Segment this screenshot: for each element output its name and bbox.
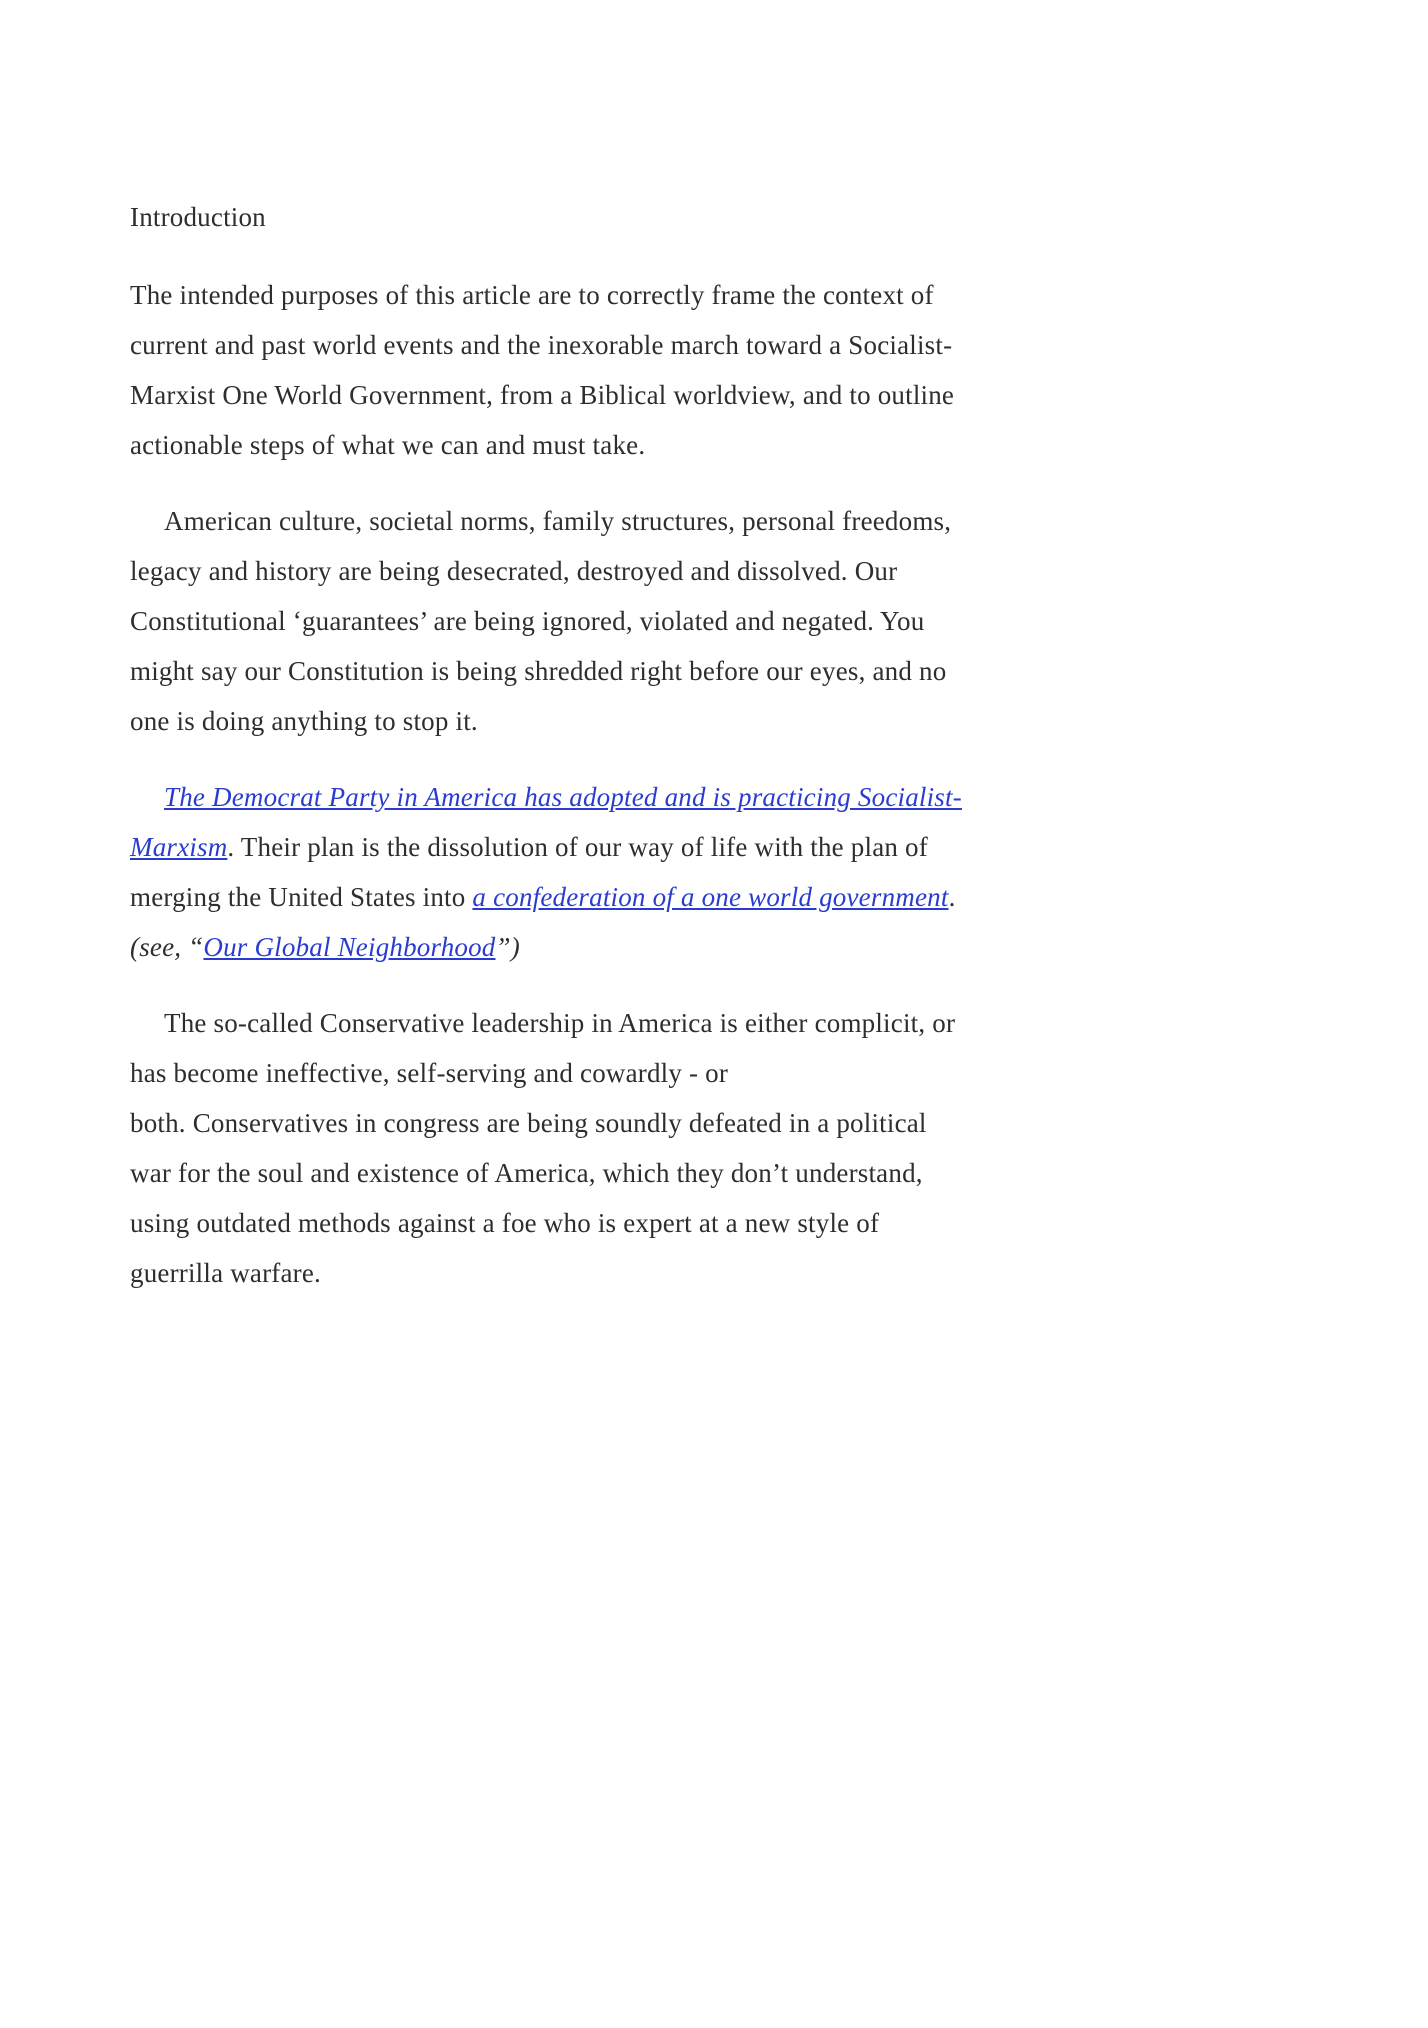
text-run: . (948, 882, 956, 912)
link-democrat-party-socialist-marxism[interactable]: The Democrat Party in America has adopted and is practicing Socialist-Marxism (130, 782, 962, 862)
link-our-global-neighborhood[interactable]: Our Global Neighborhood (203, 932, 496, 962)
paragraph-american-culture (130, 496, 968, 746)
paragraph-conservative-leadership (130, 998, 968, 1298)
paragraph-democrat-party (130, 772, 968, 972)
page-title: Introduction (130, 202, 266, 232)
text-run: The intended purposes of this article are to correctly frame the context of current and past world events and the inexorable march toward a Socialist-Marxist One World Government, from a Biblical worldview, and to outline actionable steps of what we can and must take. (130, 280, 955, 460)
text-run: both. Conservatives in congress are being soundly defeated in a political war for the soul and existence of America, which they don’t understand, using outdated methods against a foe who is expert at a new style of guerrilla warfare. (130, 1108, 927, 1288)
link-confederation-one-world-government[interactable]: a confederation of a one world government (472, 882, 949, 912)
text-run: ”) (495, 932, 520, 962)
paragraph-intro-purpose (130, 270, 968, 470)
text-run: . Their plan is the dissolution of our way of life with the plan of merging the United States into (130, 832, 928, 912)
text-run: The so-called Conservative leadership in America is either complicit, or has become ineffective, self-serving and cowardly - or (130, 1008, 956, 1088)
text-run: American culture, societal norms, family structures, personal freedoms, legacy and history are being desecrated, destroyed and dissolved. Our Constitutional ‘guarantees’ are being ignored, violated and negated. You might say our Constitution is being shredded right before our eyes, and no one is doing anything to stop it. (130, 506, 952, 736)
text-run: (see, “ (130, 932, 204, 962)
